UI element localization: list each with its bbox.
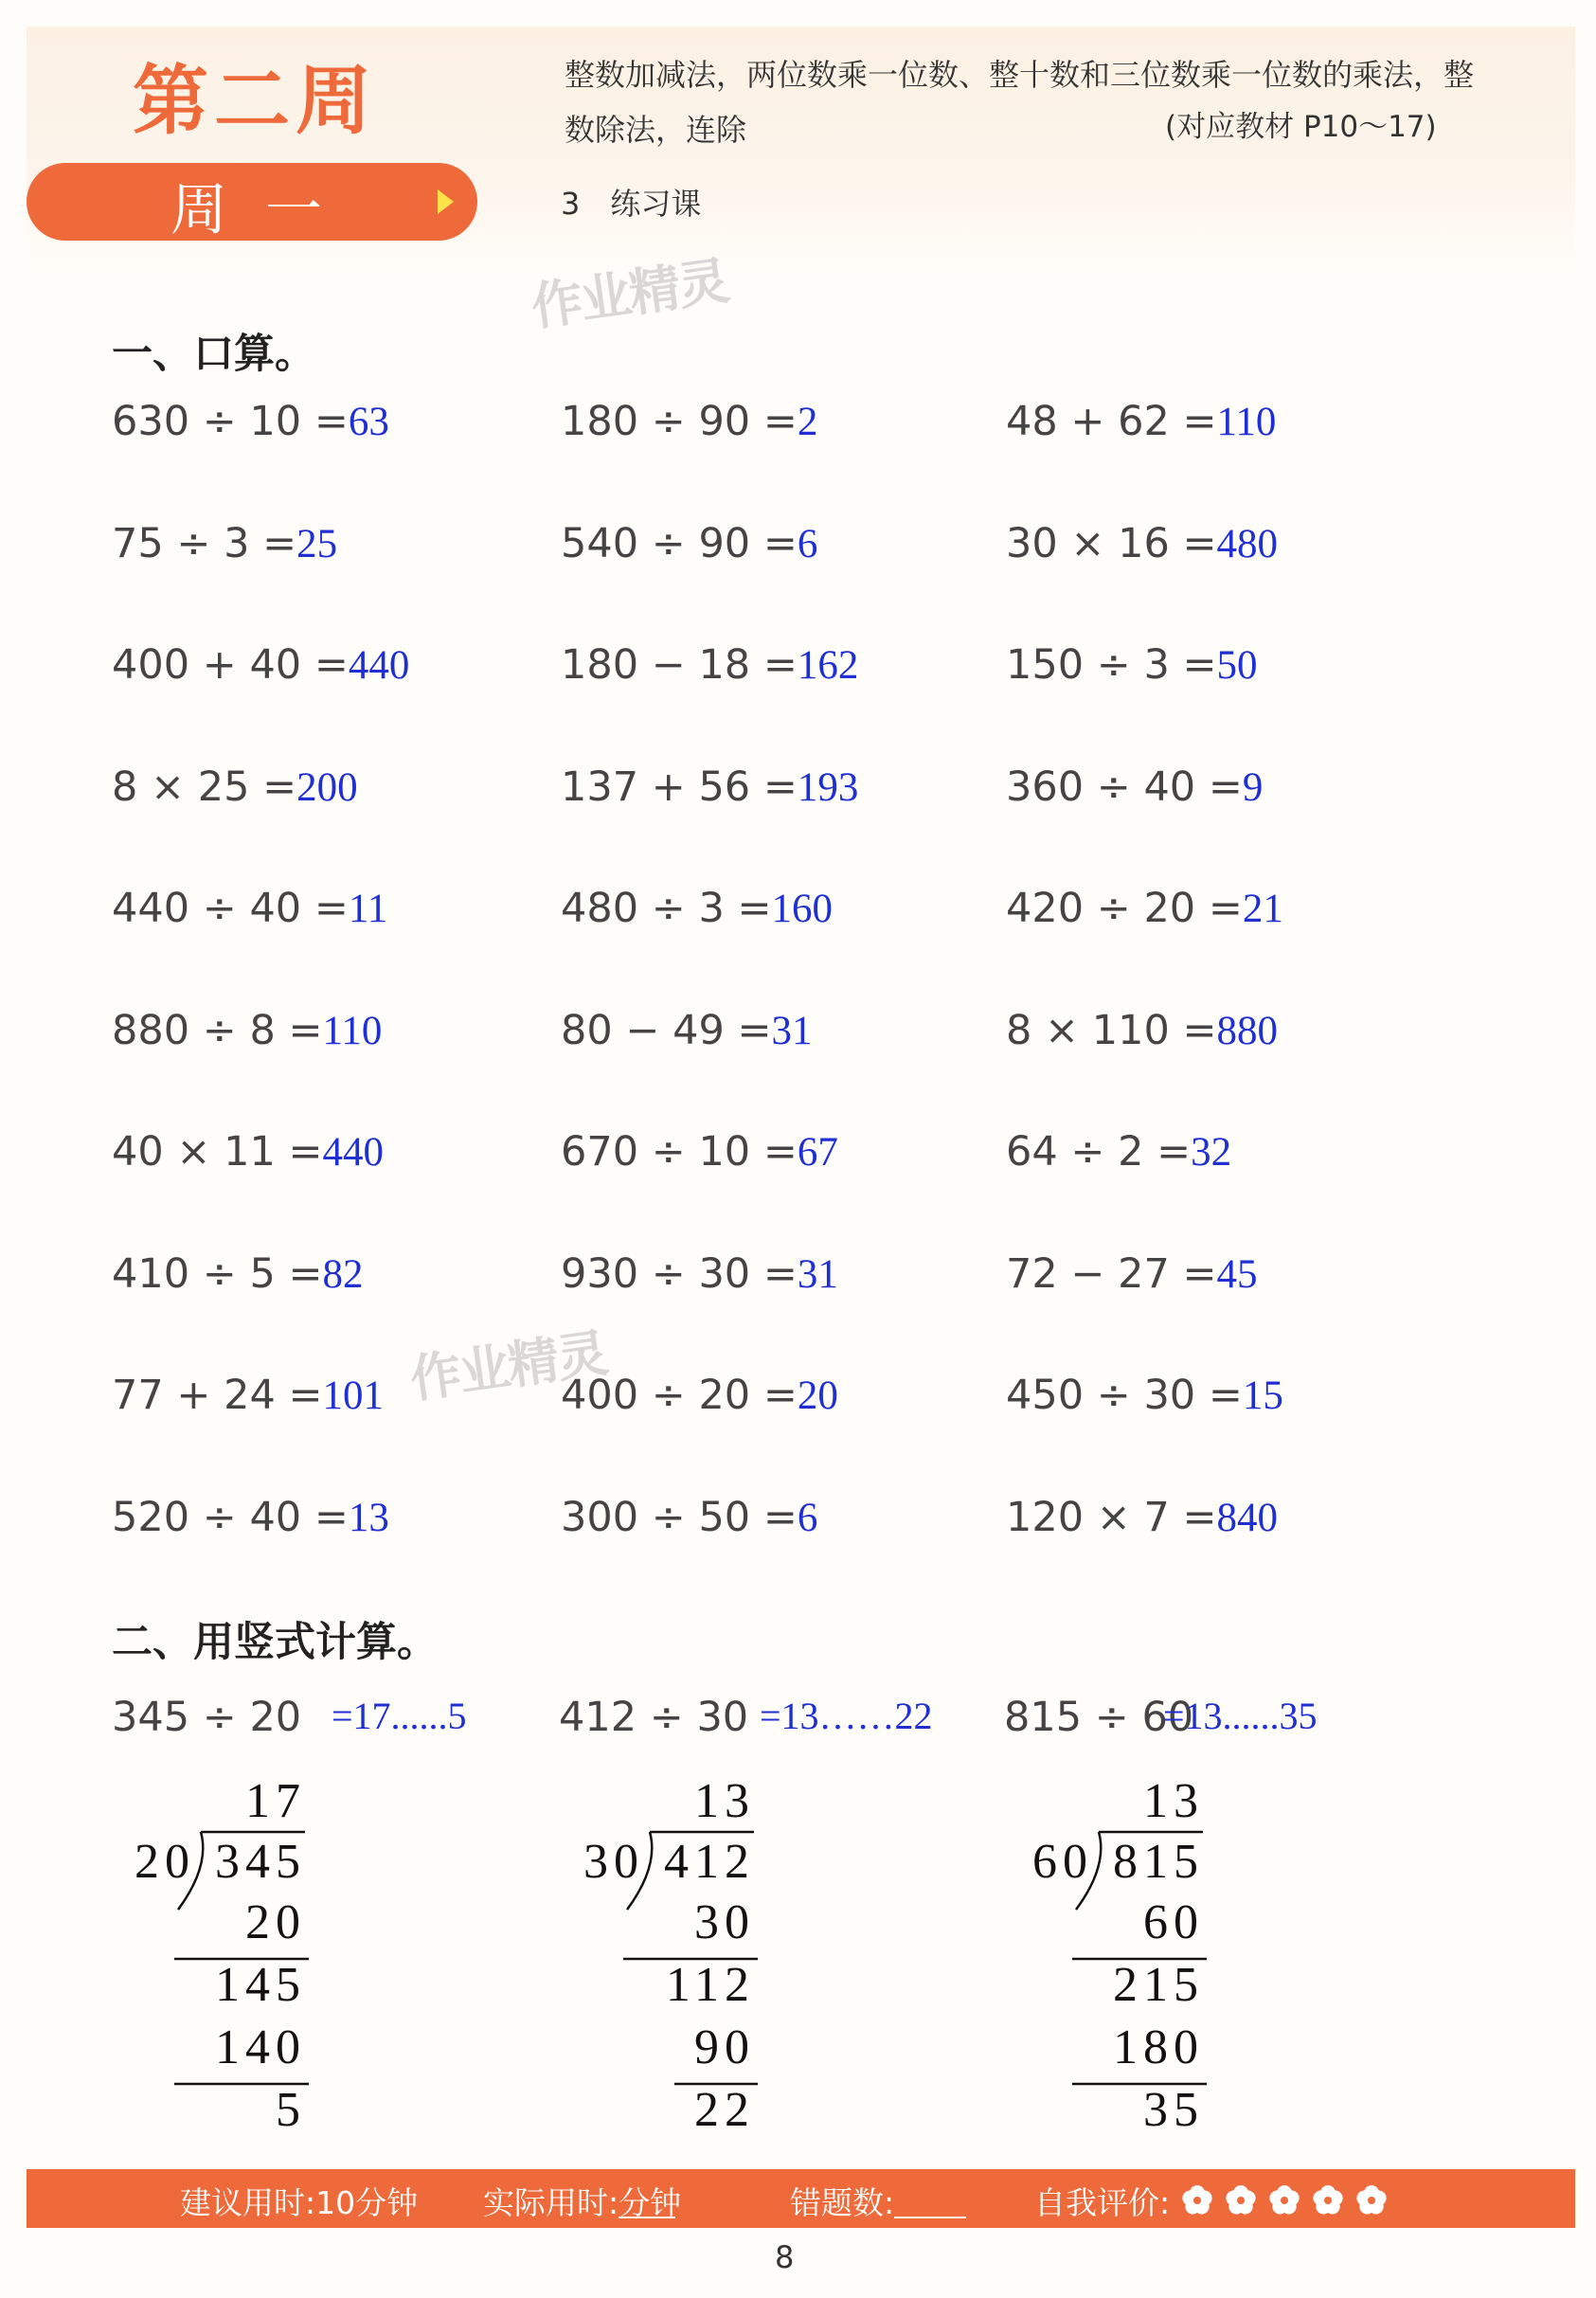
watermark-logo: 作业精灵 <box>528 250 731 338</box>
calc-answer[interactable]: 160 <box>771 887 833 931</box>
calc-answer[interactable]: 21 <box>1242 887 1283 931</box>
vertical-problem-header <box>112 1694 467 1741</box>
calc-expression: 300 ÷ 50 = <box>561 1493 798 1541</box>
calc-item <box>112 398 389 445</box>
calc-answer[interactable]: 440 <box>348 643 410 688</box>
calc-item <box>561 398 817 445</box>
calc-item <box>1006 885 1283 932</box>
calc-item <box>1006 1007 1278 1054</box>
section-heading: 一、口算。 <box>112 331 315 378</box>
calc-item <box>561 641 858 689</box>
calc-item <box>1006 1372 1283 1419</box>
suggested-time: 建议用时:10分钟 <box>180 2184 419 2221</box>
calc-answer[interactable]: 45 <box>1216 1251 1258 1297</box>
quotient: 17 <box>245 1774 306 1828</box>
division-step: 112 <box>665 1958 755 2012</box>
division-step: 215 <box>1113 1958 1204 2012</box>
calc-item <box>1006 1250 1258 1298</box>
calc-answer[interactable]: 440 <box>322 1130 384 1175</box>
calc-answer[interactable]: 6 <box>797 1495 818 1540</box>
calc-expression: 75 ÷ 3 = <box>112 519 297 567</box>
calc-item <box>1006 398 1276 445</box>
calc-expression: 630 ÷ 10 = <box>112 398 349 445</box>
calc-expression: 8 × 25 = <box>112 763 297 811</box>
calc-answer[interactable]: 200 <box>296 764 358 810</box>
calc-item <box>561 520 817 567</box>
vertical-answer[interactable]: =17......5 <box>332 1695 467 1737</box>
calc-expression: 180 − 18 = <box>561 641 798 689</box>
calc-answer[interactable]: 31 <box>771 1008 813 1053</box>
errors-blank[interactable] <box>894 2188 966 2218</box>
calc-expression: 77 + 24 = <box>112 1372 323 1419</box>
calc-item <box>561 1007 813 1054</box>
calc-answer[interactable]: 162 <box>797 643 859 688</box>
calc-answer[interactable]: 880 <box>1216 1008 1278 1053</box>
watermark-logo: 作业精灵 <box>406 1322 610 1410</box>
calc-row <box>112 520 1485 577</box>
calc-answer[interactable]: 2 <box>797 400 818 444</box>
calc-row <box>112 1250 1485 1307</box>
calc-expression: 450 ÷ 30 = <box>1006 1372 1243 1419</box>
actual-time-unit: 分钟 <box>619 2184 682 2221</box>
calc-item <box>561 1494 817 1541</box>
vertical-problem-header <box>559 1694 933 1741</box>
vertical-answer[interactable]: =13......35 <box>1163 1695 1318 1737</box>
calc-answer[interactable]: 15 <box>1242 1373 1283 1418</box>
calc-expression: 520 ÷ 40 = <box>112 1493 349 1541</box>
calc-answer[interactable]: 25 <box>296 521 338 566</box>
division-step: 35 <box>1143 2083 1204 2131</box>
calc-answer[interactable]: 13 <box>348 1495 389 1540</box>
errors-field[interactable] <box>790 2179 894 2223</box>
calc-row <box>112 1128 1485 1185</box>
calc-item <box>1006 1494 1278 1541</box>
page-number: 8 <box>775 2239 795 2275</box>
calc-row <box>112 763 1485 820</box>
calc-expression: 30 × 16 = <box>1006 519 1217 567</box>
calc-item <box>112 1494 389 1541</box>
calc-answer[interactable]: 50 <box>1216 643 1258 688</box>
calc-row <box>112 1007 1485 1064</box>
flower-star-icon[interactable] <box>1313 2185 1342 2214</box>
dividend: 815 <box>1113 1835 1204 1889</box>
calc-item <box>112 520 337 567</box>
divisor: 60 <box>1032 1835 1093 1889</box>
vertical-answer[interactable]: =13……22 <box>760 1695 933 1737</box>
division-step: 180 <box>1113 2020 1204 2074</box>
calc-expression: 880 ÷ 8 = <box>112 1006 323 1054</box>
calc-answer[interactable]: 110 <box>322 1008 383 1053</box>
calc-item <box>112 1250 364 1298</box>
calc-expression: 410 ÷ 5 = <box>112 1249 323 1298</box>
calc-expression: 40 × 11 = <box>112 1128 323 1176</box>
calc-answer[interactable]: 20 <box>797 1373 838 1418</box>
calc-expression: 64 ÷ 2 = <box>1006 1128 1192 1176</box>
calc-expression: 420 ÷ 20 = <box>1006 885 1243 932</box>
calc-item <box>561 885 833 932</box>
flower-star-icon[interactable] <box>1226 2185 1255 2214</box>
calc-answer[interactable]: 31 <box>797 1251 838 1297</box>
calc-answer[interactable]: 193 <box>797 764 859 810</box>
calc-answer[interactable]: 67 <box>797 1130 838 1175</box>
calc-row <box>112 1494 1485 1551</box>
division-step: 5 <box>276 2083 306 2131</box>
calc-item <box>112 641 409 689</box>
actual-time-blank[interactable] <box>619 2188 675 2218</box>
calc-expression: 930 ÷ 30 = <box>561 1249 798 1298</box>
flower-star-icon[interactable] <box>1182 2185 1211 2214</box>
calc-expression: 400 + 40 = <box>112 641 349 689</box>
calc-answer[interactable]: 101 <box>322 1373 384 1418</box>
calc-expression: 150 ÷ 3 = <box>1006 641 1217 689</box>
calc-answer[interactable]: 6 <box>797 521 818 566</box>
dividend: 345 <box>215 1835 306 1889</box>
calc-answer[interactable]: 480 <box>1216 521 1278 566</box>
errors-label: 错题数: <box>790 2184 895 2221</box>
flower-star-icon[interactable] <box>1269 2185 1299 2214</box>
textbook-reference: (对应教材 P10～17) <box>1165 110 1437 144</box>
calc-expression: 8 × 110 = <box>1006 1006 1217 1054</box>
quotient: 13 <box>1143 1774 1204 1828</box>
calc-row <box>112 398 1485 455</box>
section-heading: 二、用竖式计算。 <box>112 1619 438 1666</box>
calc-expression: 480 ÷ 3 = <box>561 885 772 932</box>
dividend: 412 <box>664 1835 755 1889</box>
long-division <box>1010 1771 1237 2131</box>
divisor: 20 <box>134 1835 195 1889</box>
actual-time-field[interactable] <box>483 2179 681 2223</box>
calc-expression: 120 × 7 = <box>1006 1493 1217 1541</box>
long-division <box>561 1771 788 2131</box>
calc-item <box>561 763 858 811</box>
lesson-title: 3 练习课 <box>561 186 702 222</box>
calc-expression: 180 ÷ 90 = <box>561 398 798 445</box>
calc-item <box>112 1372 384 1419</box>
calc-item <box>1006 763 1263 811</box>
vertical-expression: 412 ÷ 30 <box>559 1694 749 1741</box>
day-label: 周一 <box>170 177 360 243</box>
vertical-expression: 815 ÷ 60 <box>1004 1694 1194 1741</box>
calc-answer[interactable]: 840 <box>1216 1495 1278 1540</box>
calc-expression: 440 ÷ 40 = <box>112 885 349 932</box>
calc-expression: 72 − 27 = <box>1006 1249 1217 1298</box>
calc-expression: 400 ÷ 20 = <box>561 1372 798 1419</box>
calc-answer[interactable]: 11 <box>348 887 388 931</box>
flower-star-icon[interactable] <box>1356 2185 1386 2214</box>
calc-expression: 670 ÷ 10 = <box>561 1128 798 1176</box>
division-step: 60 <box>1143 1895 1204 1949</box>
arrow-right-icon <box>438 189 454 214</box>
calc-answer[interactable]: 32 <box>1191 1130 1232 1175</box>
division-step: 20 <box>245 1895 306 1949</box>
calc-expression: 80 − 49 = <box>561 1006 772 1054</box>
calc-answer[interactable]: 110 <box>1216 400 1277 444</box>
calc-item <box>561 1128 838 1176</box>
calc-expression: 540 ÷ 90 = <box>561 519 798 567</box>
week-title: 第二周 <box>133 57 377 145</box>
calc-item <box>1006 520 1278 567</box>
calc-item <box>561 1372 838 1419</box>
calc-expression: 48 + 62 = <box>1006 398 1217 445</box>
calc-expression: 360 ÷ 40 = <box>1006 763 1243 811</box>
division-step: 30 <box>694 1895 755 1949</box>
division-step: 140 <box>215 2020 306 2074</box>
actual-time-label: 实际用时: <box>483 2184 619 2221</box>
division-step: 22 <box>694 2083 755 2131</box>
calc-item <box>1006 641 1258 689</box>
division-step: 145 <box>215 1958 306 2012</box>
division-step: 90 <box>694 2020 755 2074</box>
calc-answer[interactable]: 82 <box>322 1251 364 1297</box>
divisor: 30 <box>583 1835 644 1889</box>
quotient: 13 <box>694 1774 755 1828</box>
calc-row <box>112 885 1485 942</box>
calc-item <box>112 763 358 811</box>
topic-text: 整数加减法，两位数乘一位数、整十数和三位数乘一位数的乘法，整数除法，连除 <box>565 57 1475 148</box>
calc-item <box>1006 1128 1231 1176</box>
vertical-problem-header <box>1004 1694 1318 1741</box>
calc-item <box>112 885 387 932</box>
calc-expression: 137 + 56 = <box>561 763 798 811</box>
calc-item <box>112 1128 384 1176</box>
calc-answer[interactable]: 63 <box>348 400 389 444</box>
long-division <box>112 1771 339 2131</box>
calc-row <box>112 641 1485 698</box>
vertical-expression: 345 ÷ 20 <box>112 1694 302 1741</box>
calc-answer[interactable]: 9 <box>1242 764 1264 810</box>
rating-stars[interactable] <box>1178 2181 1396 2219</box>
calc-row <box>112 1372 1485 1428</box>
calc-item <box>112 1007 382 1054</box>
self-eval-label: 自我评价: <box>1034 2184 1171 2221</box>
calc-item <box>561 1250 838 1298</box>
